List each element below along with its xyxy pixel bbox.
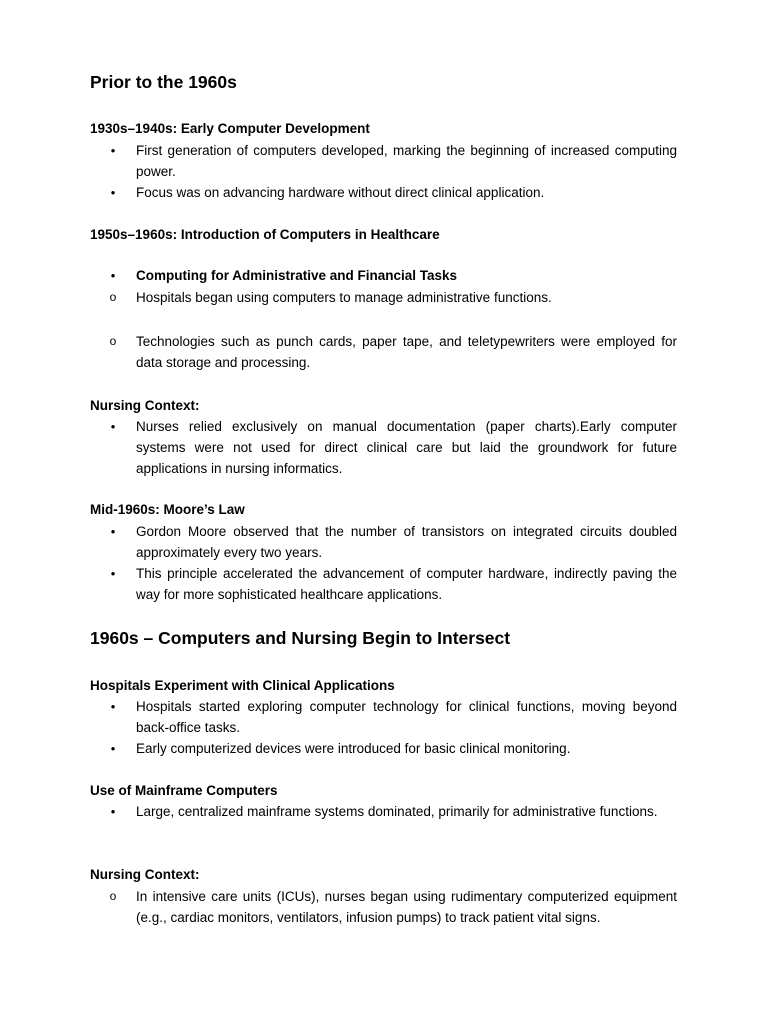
subheading-moores-law: Mid-1960s: Moore’s Law — [90, 502, 245, 517]
circle-bullet-icon: o — [109, 334, 117, 348]
subheading-hospitals-experiment: Hospitals Experiment with Clinical Applications — [90, 678, 395, 693]
list-item-text: Technologies such as punch cards, paper tape, and teletypewriters were employed for data storage and processing. — [136, 334, 677, 370]
list-item-text: This principle accelerated the advancement of computer hardware, indirectly paving the way for more sophisticated healthcare applications. — [136, 566, 677, 602]
bullet-icon: • — [110, 143, 116, 158]
list-item — [90, 886, 677, 928]
bullet-icon: • — [110, 804, 116, 819]
list-item — [90, 563, 677, 605]
subheading-early-computer-development: 1930s–1940s: Early Computer Development — [90, 121, 370, 136]
list-item — [90, 331, 677, 373]
list-item-text: Early computerized devices were introduced for basic clinical monitoring. — [136, 741, 571, 756]
list-item — [90, 696, 677, 738]
list-item — [90, 140, 677, 182]
list-item — [90, 801, 677, 822]
list-item — [90, 521, 677, 563]
bullet-icon: • — [110, 524, 116, 539]
bullet-icon: • — [110, 741, 116, 756]
list-item — [90, 182, 677, 203]
circle-bullet-icon: o — [109, 290, 117, 304]
circle-bullet-icon: o — [109, 889, 117, 903]
heading-1960s-computers-and-nursing: 1960s – Computers and Nursing Begin to Intersect — [90, 628, 511, 648]
list-item-text: Nurses relied exclusively on manual documentation (paper charts).Early computer systems were not used for direct clinical care but laid the groundwork for future applications in nursing informatics. — [136, 419, 677, 476]
list-item-text: Hospitals started exploring computer technology for clinical functions, moving beyond back-office tasks. — [136, 699, 677, 735]
list-item-text: Large, centralized mainframe systems dominated, primarily for administrative functions. — [136, 804, 658, 819]
subheading-mainframe-computers: Use of Mainframe Computers — [90, 783, 278, 798]
bullet-icon: • — [110, 566, 116, 581]
list-item — [90, 738, 677, 759]
list-item-text: In intensive care units (ICUs), nurses began using rudimentary computerized equipment (e.g., cardiac monitors, ventilators, infusion pumps) to track patient vital signs. — [136, 889, 677, 925]
heading-prior-to-1960s: Prior to the 1960s — [90, 72, 237, 92]
list-item — [90, 287, 677, 308]
bullet-icon: • — [110, 699, 116, 714]
list-item-text: Gordon Moore observed that the number of transistors on integrated circuits doubled approximately every two years. — [136, 524, 677, 560]
list-item-heading: Computing for Administrative and Financial Tasks — [136, 268, 458, 283]
list-item — [90, 416, 677, 479]
bullet-icon: • — [110, 419, 116, 434]
subheading-nursing-context: Nursing Context: — [90, 398, 200, 413]
list-item-text: Focus was on advancing hardware without direct clinical application. — [136, 185, 545, 200]
list-item-text: Hospitals began using computers to manage administrative functions. — [136, 290, 552, 305]
list-item — [90, 265, 677, 286]
subheading-computers-in-healthcare: 1950s–1960s: Introduction of Computers in Healthcare — [90, 227, 440, 242]
list-item-text: First generation of computers developed, marking the beginning of increased computing power. — [136, 143, 677, 179]
bullet-icon: • — [110, 185, 116, 200]
subheading-nursing-context-2: Nursing Context: — [90, 867, 200, 882]
bullet-icon: • — [110, 268, 116, 283]
